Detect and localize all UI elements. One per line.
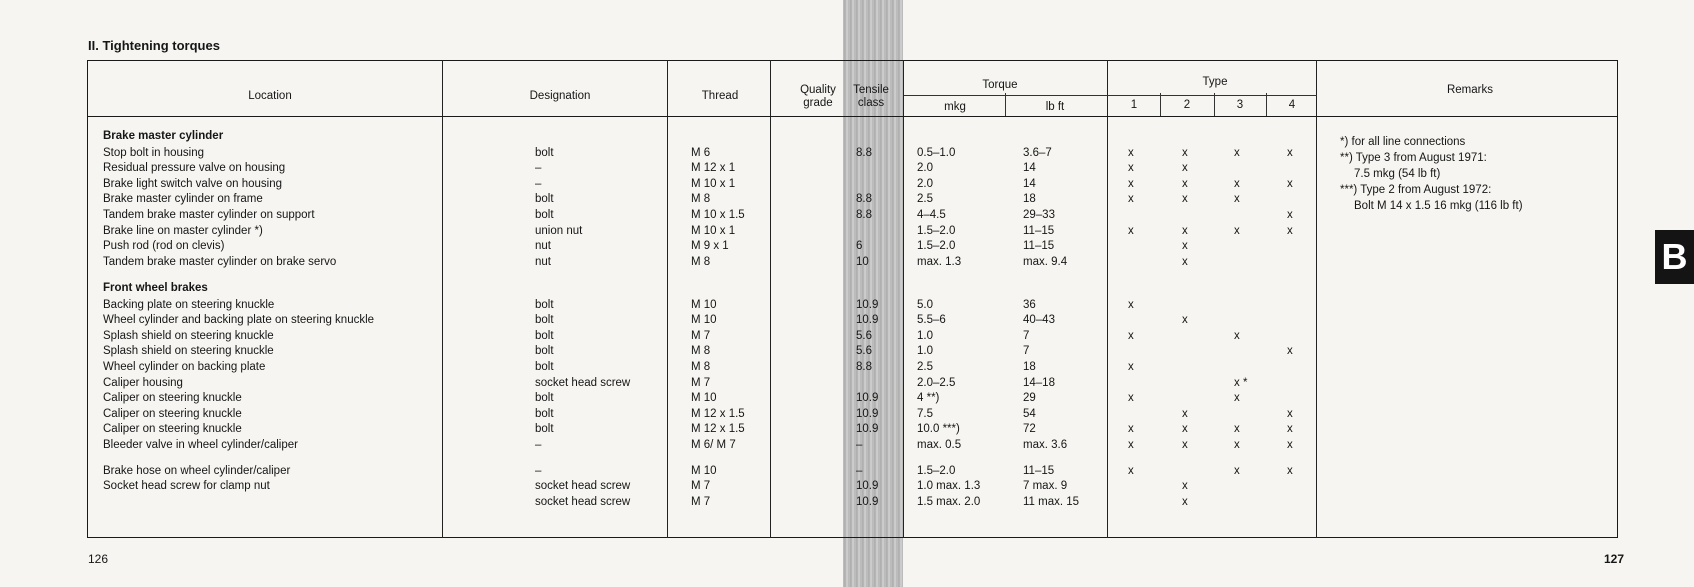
lbft-cell: 72 bbox=[1023, 423, 1036, 436]
lbft-cell: 40–43 bbox=[1023, 314, 1055, 327]
thread-cell: M 9 x 1 bbox=[691, 240, 729, 253]
location-cell: Push rod (rod on clevis) bbox=[103, 240, 225, 253]
designation-cell: socket head screw bbox=[535, 376, 631, 389]
mkg-cell: 1.0 bbox=[917, 329, 933, 342]
page-heading: II. Tightening torques bbox=[88, 38, 220, 53]
thread-cell: M 8 bbox=[691, 361, 711, 373]
remarks-notes bbox=[1340, 134, 1523, 214]
type-2-mark: x bbox=[1182, 146, 1188, 159]
mkg-cell: 0.5–1.0 bbox=[917, 146, 956, 159]
location-cell: Bleeder valve in wheel cylinder/caliper bbox=[103, 439, 298, 451]
type-1-mark: x bbox=[1128, 193, 1134, 206]
designation-cell: nut bbox=[535, 240, 551, 253]
tensile-cell: 8.8 bbox=[856, 209, 872, 221]
location-cell: Tandem brake master cylinder on support bbox=[103, 209, 315, 221]
header-type-2: 2 bbox=[1183, 99, 1191, 111]
mkg-cell: 4–4.5 bbox=[917, 209, 946, 221]
mkg-cell: 4 **) bbox=[917, 392, 940, 405]
location-cell: Socket head screw for clamp nut bbox=[103, 480, 270, 493]
col-subdivider bbox=[1266, 93, 1267, 116]
location-cell: Brake master cylinder on frame bbox=[103, 193, 263, 206]
remark-line: **) Type 3 from August 1971: bbox=[1340, 152, 1487, 164]
designation-cell: bolt bbox=[535, 423, 554, 436]
thread-cell: M 8 bbox=[691, 193, 711, 206]
type-3-mark: x * bbox=[1234, 376, 1248, 389]
mkg-cell: 7.5 bbox=[917, 407, 933, 420]
type-1-mark: x bbox=[1128, 162, 1134, 175]
mkg-cell: 1.0 max. 1.3 bbox=[917, 480, 981, 493]
mkg-cell: max. 1.3 bbox=[917, 255, 962, 268]
section-title: Front wheel brakes bbox=[103, 282, 208, 294]
type-4-mark: x bbox=[1287, 177, 1293, 190]
type-4-mark: x bbox=[1287, 439, 1293, 451]
tensile-cell: 10.9 bbox=[856, 407, 879, 420]
lbft-cell: 18 bbox=[1023, 361, 1036, 373]
designation-cell: – bbox=[535, 177, 542, 190]
lbft-cell: 14 bbox=[1023, 177, 1036, 190]
lbft-cell: 18 bbox=[1023, 193, 1036, 206]
type-3-mark: x bbox=[1234, 146, 1240, 159]
tensile-cell: 8.8 bbox=[856, 193, 872, 206]
type-1-mark: x bbox=[1128, 146, 1134, 159]
thread-cell: M 8 bbox=[691, 255, 711, 268]
lbft-cell: 14 bbox=[1023, 162, 1036, 175]
tensile-cell: 10 bbox=[856, 255, 869, 268]
location-cell: Splash shield on steering knuckle bbox=[103, 329, 274, 342]
thread-cell: M 7 bbox=[691, 480, 711, 493]
location-cell: Stop bolt in housing bbox=[103, 146, 205, 159]
mkg-cell: 5.0 bbox=[917, 298, 933, 311]
tensile-cell: 10.9 bbox=[856, 423, 879, 436]
thread-cell: M 10 x 1 bbox=[691, 224, 736, 237]
type-4-mark: x bbox=[1287, 224, 1293, 237]
lbft-cell: 11–15 bbox=[1023, 224, 1055, 237]
type-3-mark: x bbox=[1234, 193, 1240, 206]
type-2-mark: x bbox=[1182, 480, 1188, 493]
location-cell: Brake light switch valve on housing bbox=[103, 177, 282, 190]
type-3-mark: x bbox=[1234, 224, 1240, 237]
header-type-4: 4 bbox=[1288, 99, 1296, 111]
lbft-cell: 54 bbox=[1023, 407, 1036, 420]
header-torque: Torque bbox=[982, 79, 1018, 91]
type-2-mark: x bbox=[1182, 177, 1188, 190]
type-2-mark: x bbox=[1182, 439, 1188, 451]
designation-cell: bolt bbox=[535, 298, 554, 311]
type-2-mark: x bbox=[1182, 162, 1188, 175]
designation-cell: bolt bbox=[535, 209, 554, 221]
header-type-1: 1 bbox=[1130, 99, 1138, 111]
thread-cell: M 8 bbox=[691, 345, 711, 358]
type-1-mark: x bbox=[1128, 224, 1134, 237]
header-lbft: lb ft bbox=[1045, 101, 1065, 113]
thread-cell: M 10 bbox=[691, 464, 717, 477]
type-3-mark: x bbox=[1234, 464, 1240, 477]
type-4-mark: x bbox=[1287, 345, 1293, 358]
tensile-cell: 10.9 bbox=[856, 392, 879, 405]
tensile-cell: 6 bbox=[856, 240, 863, 253]
type-3-mark: x bbox=[1234, 329, 1240, 342]
thread-cell: M 10 x 1.5 bbox=[691, 209, 745, 221]
mkg-cell: 10.0 ***) bbox=[917, 423, 960, 436]
mkg-cell: 2.5 bbox=[917, 361, 933, 373]
tensile-cell: – bbox=[856, 464, 863, 477]
header-rule bbox=[87, 116, 1618, 117]
header-thread: Thread bbox=[701, 90, 739, 102]
designation-cell: bolt bbox=[535, 345, 554, 358]
type-4-mark: x bbox=[1287, 423, 1293, 436]
remark-line: *) for all line connections bbox=[1340, 136, 1466, 148]
type-3-mark: x bbox=[1234, 177, 1240, 190]
page-number-right: 127 bbox=[1604, 552, 1625, 566]
lbft-cell: 7 bbox=[1023, 329, 1030, 342]
designation-cell: bolt bbox=[535, 146, 554, 159]
tensile-cell: 8.8 bbox=[856, 146, 872, 159]
thread-cell: M 7 bbox=[691, 376, 711, 389]
lbft-cell: 14–18 bbox=[1023, 376, 1055, 389]
location-cell: Brake hose on wheel cylinder/caliper bbox=[103, 464, 291, 477]
type-3-mark: x bbox=[1234, 439, 1240, 451]
col-divider bbox=[770, 60, 771, 538]
mkg-cell: 1.5 max. 2.0 bbox=[917, 495, 981, 508]
location-cell: Caliper on steering knuckle bbox=[103, 407, 242, 420]
lbft-cell: 29–33 bbox=[1023, 209, 1055, 221]
mkg-cell: 2.0 bbox=[917, 177, 933, 190]
location-cell: Brake line on master cylinder *) bbox=[103, 224, 263, 237]
col-divider bbox=[903, 60, 904, 538]
col-divider bbox=[442, 60, 443, 538]
location-cell: Wheel cylinder on backing plate bbox=[103, 361, 266, 373]
col-subdivider bbox=[1214, 93, 1215, 116]
type-2-mark: x bbox=[1182, 193, 1188, 206]
type-3-mark: x bbox=[1234, 423, 1240, 436]
thread-cell: M 7 bbox=[691, 329, 711, 342]
lbft-cell: 11–15 bbox=[1023, 240, 1055, 253]
tensile-cell: – bbox=[856, 439, 863, 451]
col-divider bbox=[1316, 60, 1317, 538]
mkg-cell: 1.5–2.0 bbox=[917, 240, 956, 253]
lbft-cell: 11–15 bbox=[1023, 464, 1055, 477]
section-tab-marker: B bbox=[1655, 230, 1694, 284]
designation-cell: bolt bbox=[535, 329, 554, 342]
thread-cell: M 12 x 1.5 bbox=[691, 423, 745, 436]
lbft-cell: 29 bbox=[1023, 392, 1036, 405]
designation-cell: socket head screw bbox=[535, 480, 631, 493]
tensile-cell: 10.9 bbox=[856, 298, 879, 311]
page-number-left: 126 bbox=[88, 552, 109, 566]
location-cell: Splash shield on steering knuckle bbox=[103, 345, 274, 358]
thread-cell: M 6/ M 7 bbox=[691, 439, 736, 451]
type-4-mark: x bbox=[1287, 146, 1293, 159]
lbft-cell: max. 9.4 bbox=[1023, 255, 1068, 268]
section-title: Brake master cylinder bbox=[103, 130, 224, 142]
tensile-cell: 10.9 bbox=[856, 314, 879, 327]
location-cell: Backing plate on steering knuckle bbox=[103, 298, 275, 311]
designation-cell: – bbox=[535, 464, 542, 477]
tensile-cell: 5.6 bbox=[856, 329, 872, 342]
tensile-cell: 10.9 bbox=[856, 495, 879, 508]
mkg-cell: max. 0.5 bbox=[917, 439, 962, 451]
thread-cell: M 10 bbox=[691, 298, 717, 311]
type-4-mark: x bbox=[1287, 209, 1293, 221]
location-cell: Caliper on steering knuckle bbox=[103, 392, 242, 405]
mkg-cell: 2.0–2.5 bbox=[917, 376, 956, 389]
thread-cell: M 12 x 1 bbox=[691, 162, 736, 175]
col-divider bbox=[1107, 60, 1108, 538]
type-1-mark: x bbox=[1128, 298, 1134, 311]
location-cell: Tandem brake master cylinder on brake servo bbox=[103, 255, 337, 268]
mkg-cell: 1.5–2.0 bbox=[917, 224, 956, 237]
type-4-mark: x bbox=[1287, 407, 1293, 420]
designation-cell: union nut bbox=[535, 224, 583, 237]
header-type-3: 3 bbox=[1236, 99, 1244, 111]
torque-subrule bbox=[904, 95, 1108, 96]
lbft-cell: 11 max. 15 bbox=[1023, 495, 1080, 508]
thread-cell: M 7 bbox=[691, 495, 711, 508]
type-1-mark: x bbox=[1128, 464, 1134, 477]
lbft-cell: 7 max. 9 bbox=[1023, 480, 1068, 493]
type-1-mark: x bbox=[1128, 177, 1134, 190]
type-2-mark: x bbox=[1182, 240, 1188, 253]
location-cell: Caliper housing bbox=[103, 376, 183, 389]
lbft-cell: max. 3.6 bbox=[1023, 439, 1068, 451]
tensile-cell: 5.6 bbox=[856, 345, 872, 358]
designation-cell: – bbox=[535, 162, 542, 175]
tensile-cell: 8.8 bbox=[856, 361, 872, 373]
designation-cell: bolt bbox=[535, 193, 554, 206]
type-1-mark: x bbox=[1128, 329, 1134, 342]
thread-cell: M 6 bbox=[691, 146, 711, 159]
type-2-mark: x bbox=[1182, 407, 1188, 420]
torque-table-frame bbox=[87, 60, 1618, 538]
type-2-mark: x bbox=[1182, 423, 1188, 436]
lbft-cell: 36 bbox=[1023, 298, 1036, 311]
header-mkg: mkg bbox=[944, 101, 966, 113]
type-1-mark: x bbox=[1128, 423, 1134, 436]
header-remarks: Remarks bbox=[1446, 84, 1493, 96]
type-2-mark: x bbox=[1182, 224, 1188, 237]
header-location: Location bbox=[248, 90, 292, 102]
type-3-mark: x bbox=[1234, 392, 1240, 405]
header-designation: Designation bbox=[529, 90, 591, 102]
thread-cell: M 10 bbox=[691, 392, 717, 405]
location-cell: Caliper on steering knuckle bbox=[103, 423, 242, 436]
mkg-cell: 2.5 bbox=[917, 193, 933, 206]
remark-line: Bolt M 14 x 1.5 16 mkg (116 lb ft) bbox=[1354, 200, 1523, 212]
designation-cell: bolt bbox=[535, 361, 554, 373]
type-4-mark: x bbox=[1287, 464, 1293, 477]
type-subrule bbox=[1107, 95, 1317, 96]
type-2-mark: x bbox=[1182, 255, 1188, 268]
type-2-mark: x bbox=[1182, 495, 1188, 508]
type-1-mark: x bbox=[1128, 439, 1134, 451]
lbft-cell: 7 bbox=[1023, 345, 1030, 358]
lbft-cell: 3.6–7 bbox=[1023, 146, 1052, 159]
type-1-mark: x bbox=[1128, 361, 1134, 373]
col-subdivider bbox=[1005, 93, 1006, 116]
designation-cell: socket head screw bbox=[535, 495, 631, 508]
designation-cell: – bbox=[535, 439, 542, 451]
thread-cell: M 12 x 1.5 bbox=[691, 407, 745, 420]
designation-cell: bolt bbox=[535, 314, 554, 327]
header-tensile: Tensile class bbox=[853, 84, 889, 109]
col-divider bbox=[667, 60, 668, 538]
type-1-mark: x bbox=[1128, 392, 1134, 405]
mkg-cell: 2.0 bbox=[917, 162, 933, 175]
header-type: Type bbox=[1202, 76, 1228, 88]
mkg-cell: 5.5–6 bbox=[917, 314, 946, 327]
remark-line: 7.5 mkg (54 lb ft) bbox=[1354, 168, 1441, 180]
header-quality: Quality grade bbox=[800, 84, 836, 109]
remark-line: ***) Type 2 from August 1972: bbox=[1340, 184, 1492, 196]
thread-cell: M 10 x 1 bbox=[691, 177, 736, 190]
col-subdivider bbox=[1160, 93, 1161, 116]
designation-cell: bolt bbox=[535, 392, 554, 405]
mkg-cell: 1.0 bbox=[917, 345, 933, 358]
designation-cell: bolt bbox=[535, 407, 554, 420]
location-cell: Residual pressure valve on housing bbox=[103, 162, 286, 175]
designation-cell: nut bbox=[535, 255, 551, 268]
thread-cell: M 10 bbox=[691, 314, 717, 327]
mkg-cell: 1.5–2.0 bbox=[917, 464, 956, 477]
type-2-mark: x bbox=[1182, 314, 1188, 327]
tensile-cell: 10.9 bbox=[856, 480, 879, 493]
location-cell: Wheel cylinder and backing plate on steering knuckle bbox=[103, 314, 375, 327]
